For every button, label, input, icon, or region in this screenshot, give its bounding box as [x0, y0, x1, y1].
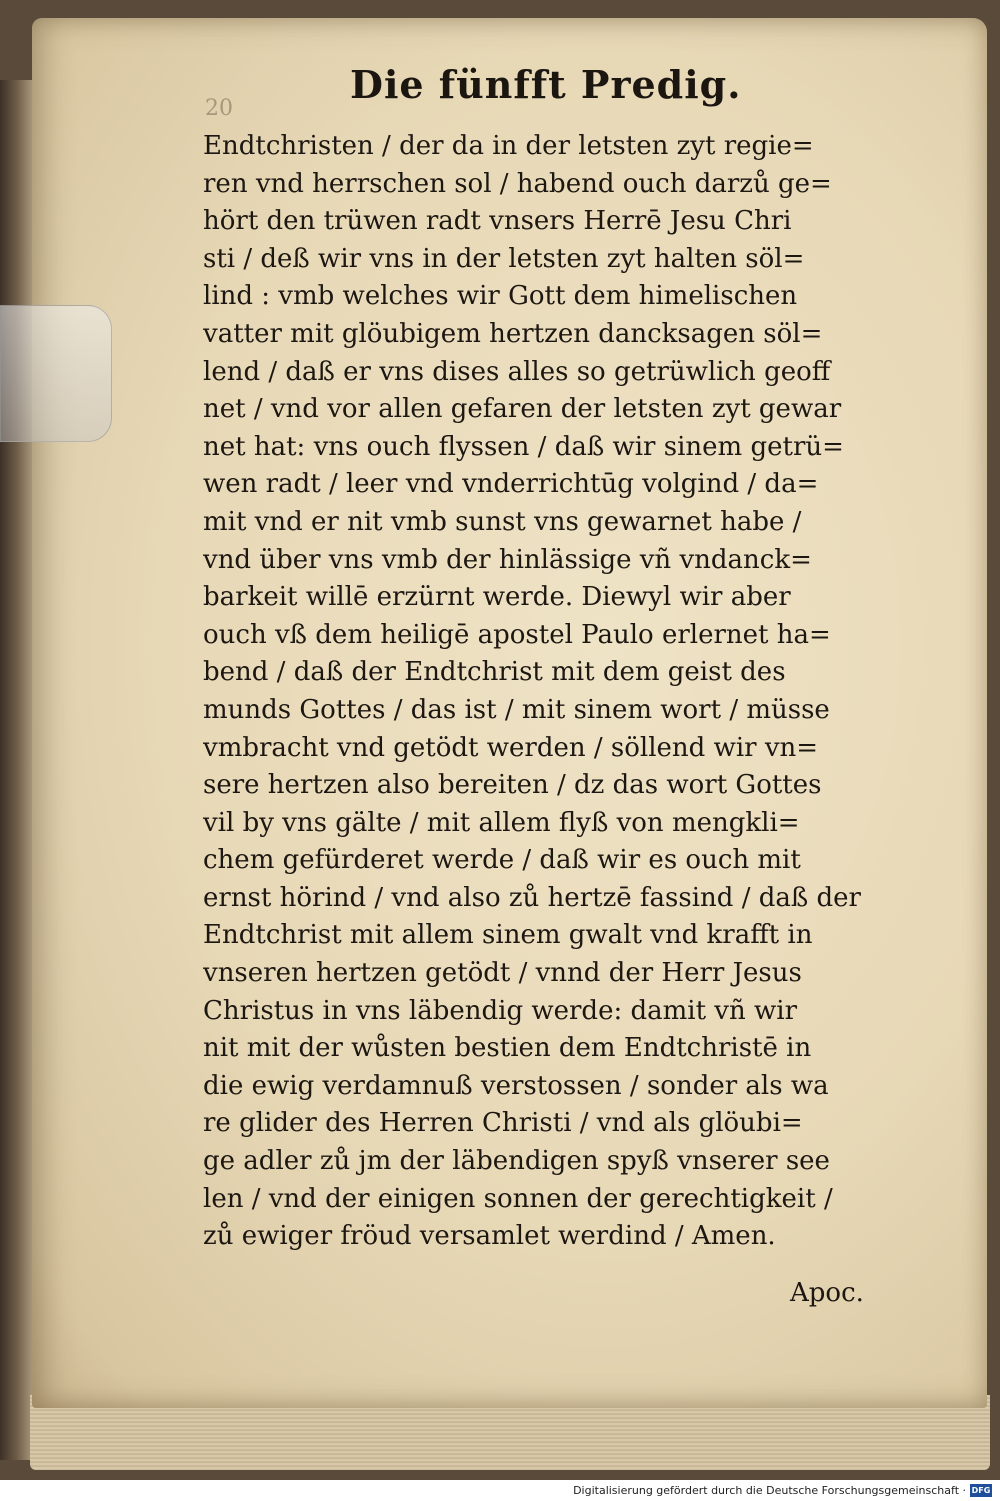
text-line: ge adler zů jm der läbendigen spyß vnserer see: [203, 1146, 830, 1177]
text-line: ren vnd herrschen sol / habend ouch darzů ge=: [203, 168, 832, 199]
text-line: mit vnd er nit vmb sunst vns gewarnet habe /: [203, 506, 802, 537]
catchword: Apoc.: [790, 1278, 864, 1308]
text-line: sti / deß wir vns in der letsten zyt halten söl=: [203, 243, 805, 274]
text-line: vatter mit glöubigem hertzen dancksagen söl=: [203, 318, 823, 349]
text-line: vil by vns gälte / mit allem flyß von mengkli=: [203, 807, 800, 838]
text-line: Endtchrist mit allem sinem gwalt vnd krafft in: [203, 920, 813, 951]
text-line: Endtchristen / der da in der letsten zyt regie=: [203, 131, 814, 161]
text-line: net / vnd vor allen gefaren der letsten zyt gewar: [203, 394, 842, 425]
text-line: zů ewiger fröud versamlet werdind / Amen.: [203, 1221, 776, 1252]
dfg-logo: DFG: [971, 1486, 991, 1495]
text-line: bend / daß der Endtchrist mit dem geist des: [203, 657, 786, 688]
text-line: hört den trüwen radt vnsers Herrē Jesu Chri: [203, 206, 792, 237]
running-head: Die fünfft Predig.: [350, 62, 742, 107]
text-line: vnd über vns vmb der hinlässige vñ vndanck=: [203, 544, 812, 575]
text-line: ernst hörind / vnd also zů hertzē fassind / daß der: [203, 882, 861, 913]
page-number: 20: [205, 96, 233, 121]
text-line: Christus in vns läbendig werde: damit vñ wir: [203, 995, 798, 1026]
page-clip: [0, 305, 112, 442]
text-line: lend / daß er vns dises alles so getrüwlich geoff: [203, 356, 831, 387]
text-line: barkeit willē erzürnt werde. Diewyl wir aber: [203, 582, 791, 613]
text-line: die ewig verdamnuß verstossen / sonder als wa: [203, 1070, 829, 1101]
text-line: wen radt / leer vnd vnderrichtūg volgind / da=: [203, 469, 819, 500]
text-line: munds Gottes / das ist / mit sinem wort / müsse: [203, 694, 830, 725]
text-line: net hat: vns ouch flyssen / daß wir sinem getrü=: [203, 431, 844, 462]
text-line: vnseren hertzen getödt / vnnd der Herr Jesus: [203, 958, 802, 989]
text-line: sere hertzen also bereiten / dz das wort Gottes: [203, 770, 822, 801]
footer-credit: Digitalisierung gefördert durch die Deutsche Forschungsgemeinschaft ·: [573, 1484, 966, 1497]
text-line: re glider des Herren Christi / vnd als glöubi=: [203, 1108, 803, 1139]
text-line: chem gefürderet werde / daß wir es ouch mit: [203, 845, 801, 876]
text-line: nit mit der wůsten bestien dem Endtchristē in: [203, 1033, 812, 1064]
text-line: ouch vß dem heiligē apostel Paulo erlernet ha=: [203, 619, 831, 650]
text-line: len / vnd der einigen sonnen der gerechtigkeit /: [203, 1183, 833, 1214]
text-line: vmbracht vnd getödt werden / söllend wir vn=: [203, 732, 819, 763]
text-line: lind : vmb welches wir Gott dem himelischen: [203, 281, 798, 312]
body-text: [203, 128, 893, 1256]
